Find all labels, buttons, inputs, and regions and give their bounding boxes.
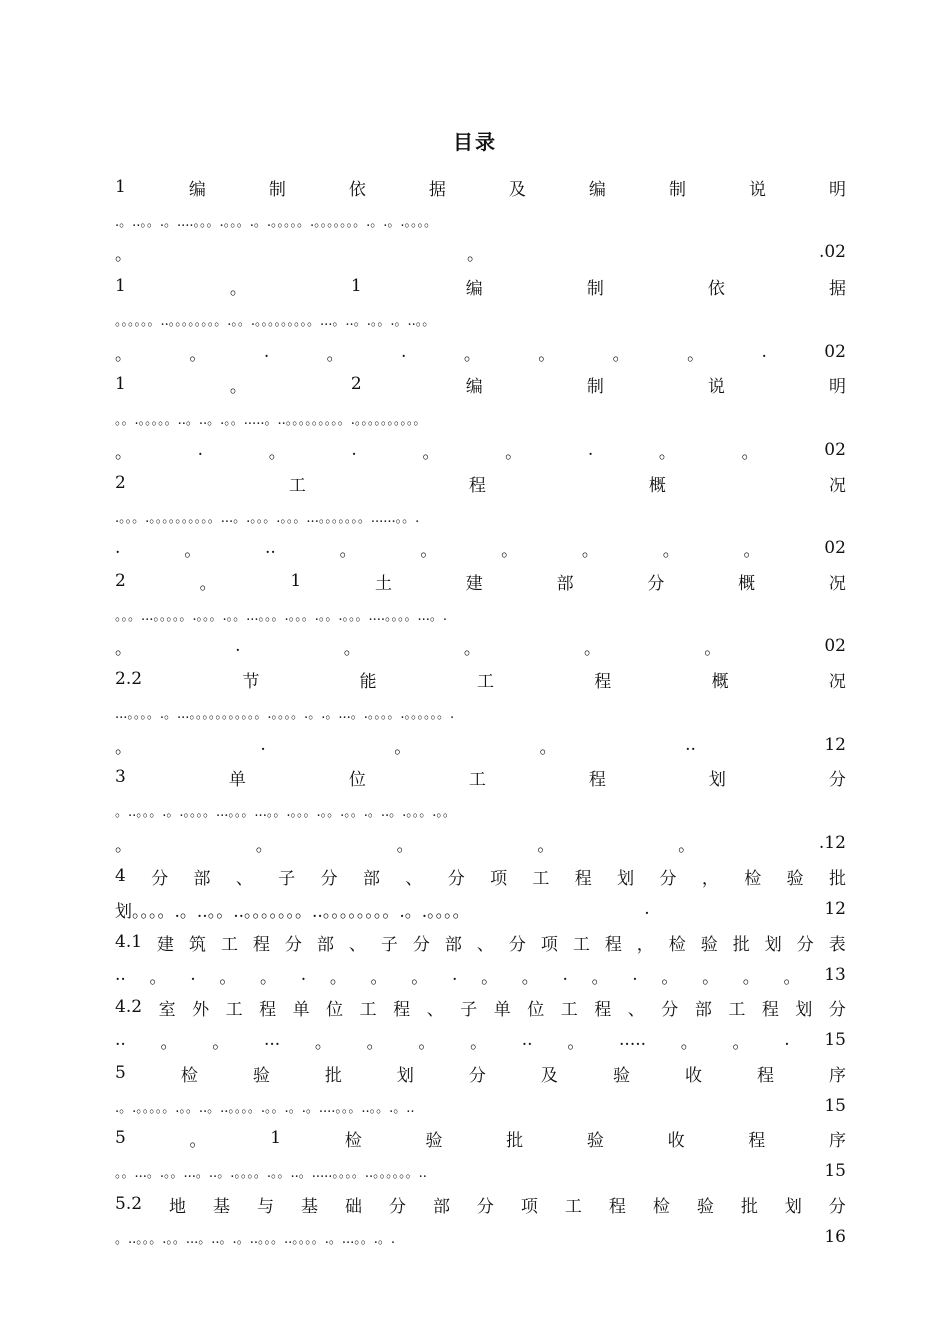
toc-token: 。 (212, 1032, 230, 1053)
toc-token: 制 (668, 179, 686, 200)
toc-token: 据 (428, 179, 446, 200)
toc-token: 。 (418, 1032, 436, 1053)
toc-line (115, 341, 846, 363)
toc-token: 。 (366, 1032, 384, 1053)
toc-token: 明 (828, 179, 846, 200)
toc-token: 分 (388, 1196, 406, 1217)
toc-token: 15 (824, 1030, 846, 1050)
toc-token: 制 (586, 376, 604, 397)
toc-token: 况 (828, 671, 846, 692)
toc-token: 15 (824, 1096, 846, 1116)
toc-token: .. (521, 1030, 533, 1050)
toc-token: 。 (481, 967, 499, 988)
toc-token: 序 (828, 1065, 846, 1086)
toc-line (115, 635, 846, 657)
toc-token: 位 (348, 769, 366, 790)
toc-token: 划 (617, 868, 635, 889)
toc-token: 。 (115, 835, 132, 856)
toc-token: 程 (608, 1196, 626, 1217)
toc-token: 3 (115, 767, 126, 787)
toc-token: . (260, 735, 266, 755)
toc-token: 。 (420, 540, 438, 561)
toc-token: 验 (696, 1196, 714, 1217)
toc-token: 据 (828, 278, 846, 299)
toc-token: . (644, 899, 650, 919)
toc-token: 子 (460, 999, 478, 1020)
toc-token: 程 (594, 999, 612, 1020)
toc-token: 建 (465, 573, 483, 594)
toc-token: 位 (326, 999, 344, 1020)
toc-token: 收 (667, 1130, 685, 1151)
toc-token: 。 (470, 1032, 488, 1053)
toc-token: 工 (359, 999, 377, 1020)
toc-token: 制 (268, 179, 286, 200)
toc-line (115, 439, 846, 461)
toc-token: . (197, 440, 204, 460)
toc-token: 分 (661, 999, 679, 1020)
toc-token: 4.1 (115, 932, 143, 952)
toc-token: 1 (290, 571, 302, 591)
toc-line (115, 407, 846, 429)
toc-token: 。..。。。.。。...。..。.。..。。。..。。。。.。...。。.。. (115, 1231, 396, 1247)
toc-token: 。 (581, 540, 599, 561)
toc-token: 。 (612, 344, 630, 365)
toc-token: 编 (465, 376, 483, 397)
toc-token: 工 (532, 868, 550, 889)
toc-token: 分 (412, 934, 430, 955)
toc-token: 2 (115, 473, 126, 493)
toc-token: 。 (501, 540, 519, 561)
toc-token: 检 (744, 868, 762, 889)
toc-token: 。 (115, 737, 132, 758)
toc-line (115, 701, 846, 723)
toc-token: 。 (538, 344, 556, 365)
toc-token: . (351, 440, 357, 460)
toc-token: 程 (748, 1130, 766, 1151)
toc-token: 序 (828, 1130, 846, 1151)
toc-token: 建 (157, 934, 175, 955)
toc-token: .。。。.。。。。。。。。。。...。.。。。.。。。...。。。。。。。......。。. (115, 510, 420, 526)
toc-line (115, 1127, 846, 1149)
toc-token: 编 (465, 278, 483, 299)
toc-token: 02 (824, 440, 846, 460)
toc-token: 土 (375, 573, 392, 594)
toc-token: 工 (225, 999, 243, 1020)
toc-token: 。。。。。。..。。。。。。。。.。。.。。。。。。。。。...。..。.。。.。..。。 (115, 313, 436, 329)
toc-token: 依 (707, 278, 725, 299)
toc-token: 部 (556, 573, 574, 594)
toc-token: .12 (818, 833, 846, 853)
toc-token: 划。。。。.。..。。..。。。。。。。..。。。。。。。。.。.。。。。 (115, 901, 470, 922)
toc-token: 部 (316, 934, 334, 955)
toc-token: 。 (396, 835, 414, 856)
toc-token: 工 (560, 999, 578, 1020)
toc-token: . (562, 965, 568, 985)
toc-token: 1 (115, 177, 126, 197)
toc-token: 项 (520, 1196, 538, 1217)
toc-token: 。 (702, 967, 720, 988)
toc-token: 分 (647, 573, 665, 594)
toc-token: .。.。。。。。.。。..。..。。。。.。。.。.。....。。。..。。.。.. (115, 1100, 415, 1116)
toc-token: 。 (539, 737, 557, 758)
toc-token: 子 (278, 868, 296, 889)
toc-line (115, 537, 846, 559)
toc-token: 检 (344, 1130, 362, 1151)
toc-line (115, 1029, 846, 1051)
toc-token: 、 (235, 868, 253, 889)
toc-token: 2.2 (115, 669, 143, 689)
toc-token: 室 (158, 999, 176, 1020)
toc-token: 节 (242, 671, 260, 692)
toc-token: 验 (425, 1130, 443, 1151)
toc-token: 位 (527, 999, 545, 1020)
toc-token: 单 (292, 999, 310, 1020)
toc-token: 。 (343, 638, 361, 659)
toc-token: 1 (350, 276, 362, 296)
toc-token: 。 (329, 967, 347, 988)
toc-token: 15 (824, 1161, 846, 1181)
toc-line (115, 1095, 846, 1117)
toc-token: 工 (572, 934, 590, 955)
toc-token: 。。...。.。。...。..。.。。。。.。。..。.....。。。。..。。。。。。.. (115, 1165, 427, 1181)
toc-token: 项 (540, 934, 558, 955)
toc-token: 说 (748, 179, 766, 200)
toc-token: 地 (169, 1196, 187, 1217)
toc-token: 。 (741, 442, 759, 463)
toc-token: 程 (594, 671, 612, 692)
toc-token: 制 (586, 278, 604, 299)
toc-token: 。 (463, 638, 481, 659)
toc-token: 。 (115, 344, 132, 365)
toc-token: 划 (784, 1196, 802, 1217)
toc-token: 批 (828, 868, 846, 889)
toc-token: 、 (426, 999, 444, 1020)
toc-token: 项 (490, 868, 508, 889)
toc-line (115, 996, 846, 1018)
toc-token: . (784, 1030, 790, 1050)
toc-token: 2 (115, 571, 126, 591)
toc-token: 。 (189, 1130, 207, 1151)
toc-token: 。 (661, 967, 679, 988)
toc-token: .02 (818, 242, 846, 262)
toc-token: 。。。...。。。。。.。。。.。。...。。。.。。。.。。.。。。....。。。。...。. (115, 608, 448, 624)
toc-token: 。 (370, 967, 388, 988)
toc-token: 与 (257, 1196, 274, 1217)
toc-token: 。 (394, 737, 412, 758)
toc-token: 概 (738, 573, 756, 594)
toc-line (115, 275, 846, 297)
toc-token: 。 (505, 442, 523, 463)
toc-line (115, 1226, 846, 1248)
toc-line (115, 241, 846, 263)
toc-token: . (587, 440, 594, 460)
toc-token: 。 (591, 967, 609, 988)
toc-token: 分 (828, 999, 846, 1020)
toc-token: 13 (824, 965, 846, 985)
toc-token: 外 (192, 999, 210, 1020)
toc-token: 。 (658, 442, 676, 463)
toc-line (115, 472, 846, 494)
toc-line (115, 865, 846, 887)
toc-token: 单 (493, 999, 511, 1020)
toc-token: 。 (422, 442, 440, 463)
toc-token: 2 (350, 374, 362, 394)
toc-token: 。 (678, 835, 696, 856)
toc-token: 分 (659, 868, 677, 889)
toc-token: . (190, 965, 196, 985)
toc-token: 验 (586, 1130, 604, 1151)
toc-token: 。 (463, 344, 481, 365)
toc-token: 5 (115, 1128, 126, 1148)
toc-token: 。 (229, 278, 247, 299)
toc-line (115, 799, 846, 821)
toc-token: 。 (743, 540, 761, 561)
toc-token: . (761, 342, 767, 362)
toc-line (115, 964, 846, 986)
toc-token: 划 (764, 934, 782, 955)
toc-token: ， (701, 868, 719, 889)
toc-token: 4 (115, 866, 126, 886)
toc-token: 程 (761, 999, 779, 1020)
toc-token: 。 (521, 967, 539, 988)
toc-token: 收 (684, 1065, 702, 1086)
toc-token: 部 (432, 1196, 450, 1217)
toc-token: . (235, 636, 241, 656)
toc-token: 5.2 (115, 1194, 143, 1214)
toc-token: 批 (740, 1196, 758, 1217)
toc-token: 分 (828, 1196, 846, 1217)
toc-token: 工 (476, 671, 494, 692)
toc-token: 1 (115, 276, 126, 296)
toc-token: 工 (564, 1196, 582, 1217)
toc-token: 。 (567, 1032, 585, 1053)
toc-token: 12 (824, 735, 846, 755)
toc-token: 、 (348, 934, 366, 955)
toc-token: 验 (252, 1065, 270, 1086)
toc-token: 16 (824, 1227, 846, 1247)
toc-token: .. (115, 965, 126, 985)
toc-token: 1 (115, 374, 126, 394)
toc-token: 。。.。。。。。..。..。.。。.....。..。。。。。。。。。.。。。。。。。。。。 (115, 412, 427, 428)
page-title: 目录 (453, 130, 497, 154)
toc-token: 。 (149, 967, 167, 988)
toc-token: 。 (339, 540, 357, 561)
toc-token: 。 (662, 540, 680, 561)
toc-token: . (401, 342, 407, 362)
toc-token: 。 (189, 344, 207, 365)
toc-token: 。 (160, 1032, 178, 1053)
toc-token: 程 (468, 475, 486, 496)
toc-token: . (263, 342, 270, 362)
toc-token: 及 (540, 1065, 558, 1086)
toc-token: 。 (732, 1032, 750, 1053)
toc-token: 子 (380, 934, 398, 955)
toc-token: ... (263, 1030, 281, 1050)
toc-token: 。 (537, 835, 555, 856)
toc-token: 02 (824, 538, 846, 558)
toc-token: 。 (584, 638, 602, 659)
toc-token: 基 (300, 1196, 318, 1217)
toc-token: 础 (344, 1196, 362, 1217)
toc-token: 批 (506, 1130, 524, 1151)
toc-token: 批 (732, 934, 750, 955)
toc-token: 批 (324, 1065, 342, 1086)
toc-token: .。..。。.。....。。。.。。。.。.。。。。。.。。。。。。。.。.。.。。。。 (115, 214, 437, 230)
toc-token: 02 (824, 636, 846, 656)
toc-token: 12 (824, 899, 846, 919)
toc-token: 分 (151, 868, 169, 889)
toc-token: 能 (359, 671, 377, 692)
toc-token: .. (685, 735, 696, 755)
toc-token: 分 (284, 934, 302, 955)
toc-token: 程 (604, 934, 622, 955)
toc-token: 概 (648, 475, 666, 496)
toc-token: ..... (619, 1030, 647, 1050)
toc-token: 单 (228, 769, 246, 790)
toc-token: 。 (184, 540, 202, 561)
toc-line (115, 734, 846, 756)
toc-line (115, 832, 846, 854)
toc-token: 。 (115, 442, 132, 463)
toc-token: . (115, 538, 121, 558)
toc-token: 1 (270, 1128, 282, 1148)
toc-token: 说 (707, 376, 725, 397)
toc-token: 分 (476, 1196, 494, 1217)
toc-token: 工 (221, 934, 238, 955)
toc-token: 。 (326, 344, 344, 365)
toc-token: 检 (652, 1196, 670, 1217)
toc-token: 。 (704, 638, 722, 659)
toc-token: 概 (711, 671, 729, 692)
toc-token: 部 (694, 999, 712, 1020)
toc-token: 。 (466, 244, 484, 265)
toc-token: 分 (468, 1065, 486, 1086)
toc-token: 验 (612, 1065, 630, 1086)
toc-token: 、 (476, 934, 494, 955)
toc-token: 工 (468, 769, 486, 790)
toc-token: 况 (828, 573, 846, 594)
toc-token: 筑 (189, 934, 207, 955)
toc-line (115, 1062, 846, 1084)
toc-line (115, 931, 846, 953)
toc-token: 程 (756, 1065, 774, 1086)
toc-token: 编 (188, 179, 206, 200)
toc-token: 。 (314, 1032, 332, 1053)
toc-token: 检 (180, 1065, 198, 1086)
toc-token: 划 (396, 1065, 414, 1086)
toc-token: 工 (288, 475, 306, 496)
toc-token: 依 (348, 179, 366, 200)
toc-token: 工 (728, 999, 746, 1020)
toc-token: 。 (687, 344, 705, 365)
toc-line (115, 373, 846, 395)
toc-token: .. (115, 1030, 126, 1050)
toc-token: 部 (193, 868, 211, 889)
toc-token: 。 (742, 967, 760, 988)
toc-token: 基 (213, 1196, 231, 1217)
toc-token: 验 (786, 868, 804, 889)
toc-line (115, 209, 846, 231)
toc-token: . (632, 965, 638, 985)
toc-token: 02 (824, 342, 846, 362)
toc-token: 程 (252, 934, 270, 955)
toc-line (115, 1160, 846, 1182)
toc-line (115, 308, 846, 330)
toc-line (115, 505, 846, 527)
toc-line (115, 1193, 846, 1215)
toc-token: 程 (393, 999, 411, 1020)
toc-token: .. (264, 538, 276, 558)
toc-token: 。..。。。.。.。。。。...。。。...。。.。。。.。。.。。.。..。.。。。.。。 (115, 804, 456, 820)
toc-token: 表 (828, 934, 846, 955)
toc-token: 分 (508, 934, 526, 955)
toc-line (115, 766, 846, 788)
toc-token: 5 (115, 1063, 126, 1083)
toc-line (115, 570, 846, 592)
toc-token: ...。。。。.。...。。。。。。。。。。。.。。。。.。.。...。.。。。。.。。。。。。. (115, 706, 455, 722)
toc-token: 部 (362, 868, 380, 889)
toc-token: 、 (627, 999, 645, 1020)
toc-token: 程 (259, 999, 277, 1020)
toc-token: 。 (260, 967, 278, 988)
toc-token: 、 (405, 868, 423, 889)
toc-token: 。 (219, 967, 237, 988)
toc-token: 分 (828, 769, 846, 790)
toc-token: 。 (411, 967, 429, 988)
toc-token: 明 (828, 376, 846, 397)
toc-token: ， (636, 934, 654, 955)
toc-token: 。 (268, 442, 286, 463)
toc-token: 验 (700, 934, 718, 955)
toc-line (115, 668, 846, 690)
toc-line (115, 176, 846, 198)
toc-token: 。 (199, 573, 217, 594)
toc-token: 划 (795, 999, 813, 1020)
toc-token: 程 (588, 769, 606, 790)
toc-token: 部 (444, 934, 462, 955)
toc-token: 及 (508, 179, 526, 200)
toc-line (115, 898, 846, 920)
toc-token: 分 (320, 868, 338, 889)
toc-token: 。 (115, 244, 132, 265)
toc-token: 划 (708, 769, 726, 790)
toc-token: 分 (796, 934, 814, 955)
toc-token: 编 (588, 179, 606, 200)
toc-token: . (451, 965, 458, 985)
toc-token: 况 (828, 475, 846, 496)
toc-token: 。 (115, 638, 132, 659)
toc-token: 。 (229, 376, 247, 397)
toc-token: . (300, 965, 307, 985)
toc-token: 分 (447, 868, 465, 889)
toc-token: 4.2 (115, 997, 143, 1017)
toc-token: 。 (783, 967, 801, 988)
toc-token: 。 (255, 835, 273, 856)
toc-token: 程 (574, 868, 592, 889)
toc-token: 。 (680, 1032, 698, 1053)
toc-line (115, 603, 846, 625)
toc-token: 检 (668, 934, 686, 955)
